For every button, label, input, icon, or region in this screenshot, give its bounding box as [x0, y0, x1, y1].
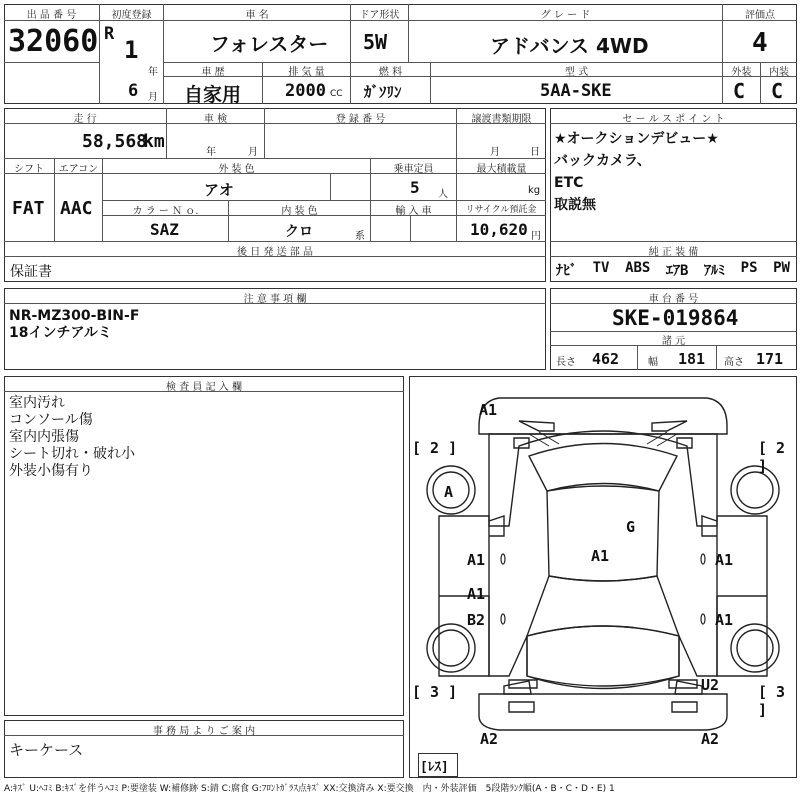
list-item: バックカメラ、: [554, 153, 651, 169]
list-item: NR-MZ300-BIN-F: [9, 308, 140, 324]
import-label: 輸 入 車: [395, 206, 432, 217]
damage-rear-left: A2: [480, 730, 499, 748]
width-label: 幅: [648, 357, 658, 368]
color-no: SAZ: [150, 220, 179, 239]
width: 181: [678, 350, 706, 368]
door-label: ドア形状: [359, 10, 400, 21]
ext-color-label: 外 装 色: [218, 164, 255, 175]
capacity: 5: [410, 178, 420, 197]
car-name: フォレスター: [210, 32, 329, 56]
year-unit: 年: [148, 67, 158, 78]
model-label: 型 式: [564, 67, 589, 78]
cc-unit: CC: [330, 89, 343, 99]
inspection-label: 車 検: [203, 114, 228, 125]
history: 自家用: [184, 84, 242, 106]
recycle: 10,620: [470, 220, 528, 239]
history-label: 車 歴: [201, 67, 225, 78]
chassis-label: 車 台 番 号: [648, 294, 699, 305]
fuel: ｶﾞｿﾘﾝ: [364, 83, 402, 101]
person-unit: 人: [438, 189, 448, 200]
exterior-grade: C: [733, 79, 746, 103]
equipment-item: PS: [740, 260, 758, 276]
transfer-month-unit: 月: [490, 147, 500, 158]
height-label: 高さ: [724, 357, 744, 368]
genuine-equip-label: 純 正 装 備: [648, 247, 699, 258]
reg-year: 1: [124, 36, 139, 64]
legend: A:ｷｽﾞ U:ﾍｺﾐ B:ｷｽﾞを伴うﾍｺﾐ P:要塗装 W:補修跡 S:錆 C:腐食 G:ﾌﾛﾝﾄｶﾞﾗｽ点ｷｽﾞ XX:交換済み X:要交換 内・外装評価 5段階ﾗﾝｸ順(A・B・C・D・E) 1: [4, 784, 615, 794]
damage-roof-g: G: [626, 518, 636, 536]
rear-label: [ﾚｽ]: [420, 760, 449, 775]
equipment-item: ﾅﾋﾞ: [556, 263, 577, 279]
month-unit: 月: [148, 92, 158, 103]
damage-left-rear-door-1: A1: [467, 585, 486, 603]
chassis-number: SKE-019864: [612, 306, 739, 330]
office-label: 事 務 局 よ り ご 案 内: [152, 726, 256, 737]
later-parts: 保証書: [10, 264, 52, 280]
mileage-label: 走 行: [73, 114, 97, 125]
era: R: [104, 24, 115, 44]
interior-label: 内装: [769, 67, 789, 78]
damage-right-rear-u: U2: [701, 676, 720, 694]
notes-list: [9, 308, 139, 342]
length: 462: [592, 350, 620, 368]
car-diagram: [409, 376, 797, 778]
damage-right-rear-door: A1: [715, 611, 734, 629]
list-item: 室内内張傷: [9, 429, 79, 445]
transfer-day-unit: 日: [530, 147, 540, 158]
fuel-label: 燃 料: [378, 67, 403, 78]
list-item: 取説無: [554, 197, 596, 213]
equipment-item: PW: [773, 260, 790, 276]
spec-label: 諸 元: [661, 336, 686, 347]
door-type: 5W: [363, 30, 388, 54]
later-parts-label: 後 日 発 送 部 品: [237, 247, 313, 258]
list-item: 室内汚れ: [9, 395, 65, 411]
list-item: 外装小傷有り: [9, 463, 93, 479]
list-item: ETC: [554, 175, 584, 191]
damage-left-front-door: A1: [467, 551, 486, 569]
damage-left-rear-door-2: B2: [467, 611, 486, 629]
color-no-label: カ ラ ー Ｎ ｏ.: [132, 206, 199, 217]
office-text: キーケース: [9, 741, 84, 759]
damage-front-top: A1: [479, 401, 498, 419]
km-unit: km: [143, 131, 165, 152]
score-label: 評価点: [745, 10, 775, 21]
int-color: クロ: [285, 224, 313, 240]
int-color-label: 内 装 色: [281, 206, 318, 217]
inspector-label: 検 査 員 記 入 欄: [166, 382, 242, 393]
lot-number: 32060: [8, 24, 99, 59]
mileage: 58,568: [82, 131, 148, 152]
bracket-bottom-left: [ 3 ]: [412, 683, 458, 701]
aircon: AAC: [60, 198, 93, 219]
equipment-item: ABS: [625, 260, 651, 276]
sales-point-label: セ ー ル ス ポ イ ン ト: [622, 114, 725, 125]
reg-no-label: 登 録 番 号: [335, 114, 386, 125]
reg-month: 6: [128, 81, 139, 101]
displacement: 2000: [285, 81, 326, 101]
kg-unit: kg: [528, 185, 541, 196]
grade-label: グ レ ー ド: [540, 10, 591, 21]
interior-grade: C: [771, 79, 784, 103]
aircon-label: エアコン: [58, 164, 99, 175]
damage-right-front-door: A1: [715, 551, 734, 569]
list-item: 18インチアルミ: [9, 325, 112, 341]
length-label: 長さ: [556, 357, 576, 368]
ext-color: アオ: [204, 181, 234, 199]
max-load-label: 最大積載量: [476, 164, 527, 175]
damage-wheel-fl: A: [444, 483, 454, 501]
kei-unit: 系: [355, 231, 365, 242]
score: 4: [752, 28, 768, 58]
displacement-label: 排 気 量: [288, 67, 325, 78]
transfer-label: 譲渡書類期限: [471, 114, 532, 125]
equipment-item: TV: [592, 260, 610, 276]
bracket-top-left: [ 2 ]: [412, 439, 458, 457]
shift-label: シフト: [14, 164, 44, 175]
bracket-top-right: [ 2 ]: [758, 439, 786, 475]
inspection-month-unit: 月: [248, 147, 258, 158]
notes-label: 注 意 事 項 欄: [243, 294, 307, 305]
equipment-item: ｱﾙﾐ: [704, 263, 726, 279]
first-reg-label: 初度登録: [111, 10, 152, 21]
list-item: コンソール傷: [9, 412, 93, 428]
equipment-item: ｴｱB: [665, 263, 689, 279]
damage-rear-right: A2: [701, 730, 720, 748]
capacity-label: 乗車定員: [393, 164, 434, 175]
list-item: シート切れ・破れ小: [9, 446, 135, 462]
car-name-label: 車 名: [245, 10, 269, 21]
equipment-list: [556, 260, 796, 280]
model: 5AA-SKE: [540, 81, 612, 101]
yen-unit: 円: [531, 231, 541, 242]
bracket-bottom-right: [ 3 ]: [758, 683, 786, 719]
sales-points-list: [554, 128, 794, 216]
inspector-notes: [9, 395, 135, 480]
inspection-year-unit: 年: [206, 147, 216, 158]
list-item: ★オークションデビュー★: [554, 131, 719, 147]
recycle-label: リサイクル預託金: [465, 205, 537, 215]
grade: アドバンス 4WD: [490, 34, 649, 58]
lot-label: 出 品 番 号: [26, 10, 77, 21]
exterior-label: 外装: [731, 67, 752, 78]
shift: FAT: [12, 198, 45, 219]
damage-center: A1: [591, 547, 610, 565]
height: 171: [756, 350, 784, 368]
